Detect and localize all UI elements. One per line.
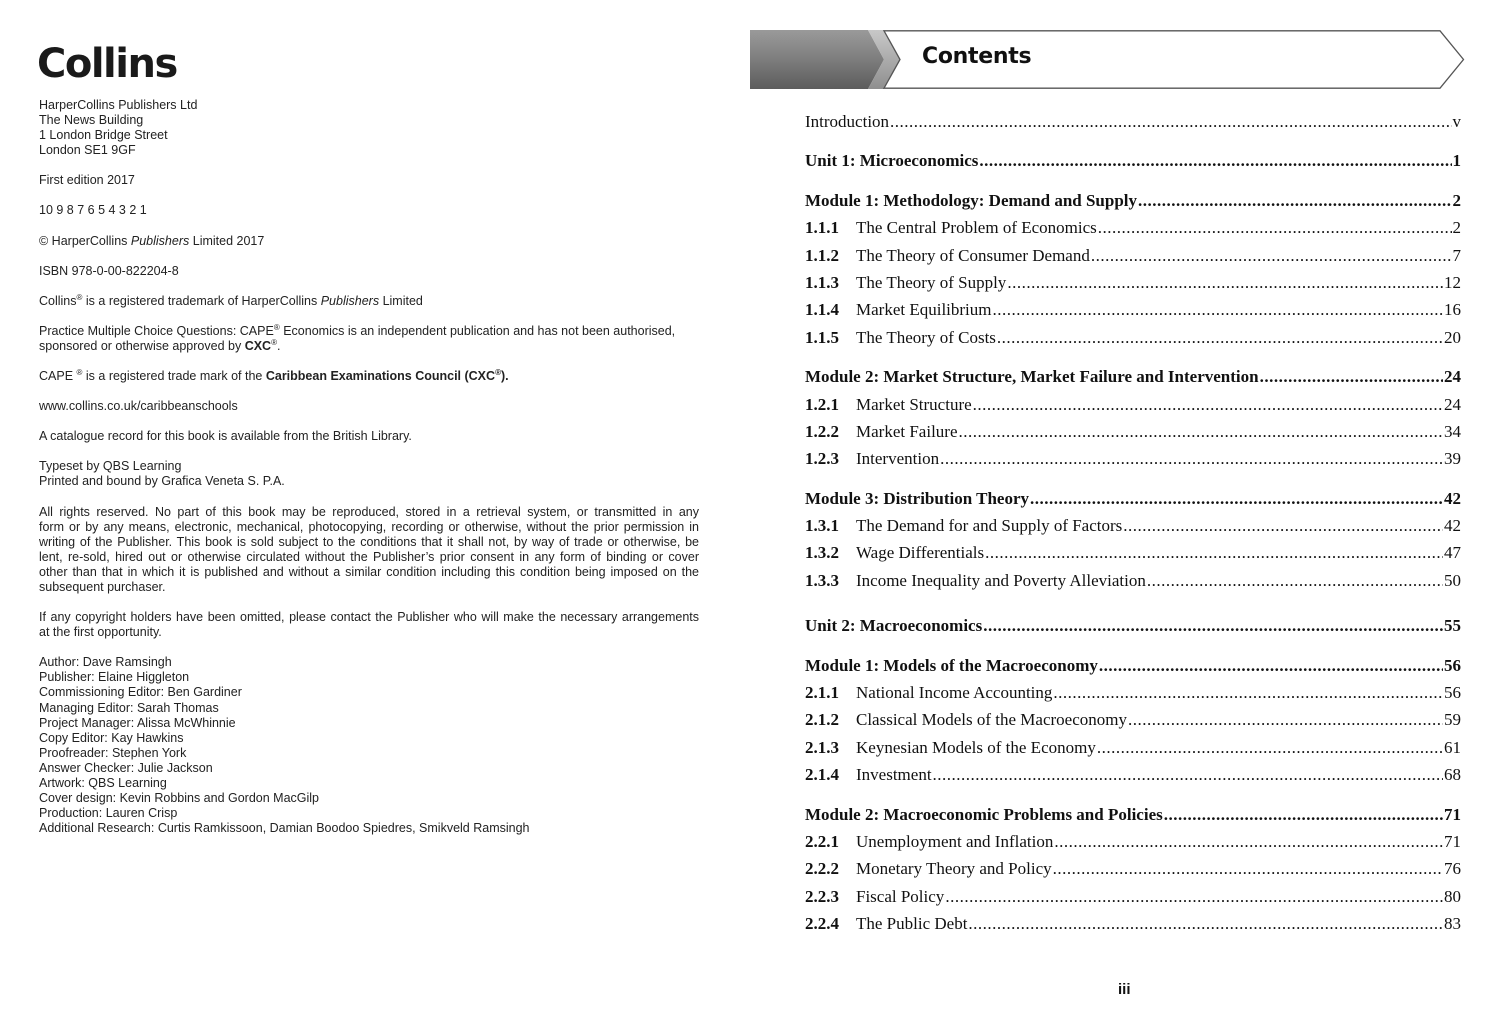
toc-leader-dots bbox=[959, 418, 1444, 445]
toc-page-number: 55 bbox=[1444, 616, 1461, 636]
imprint-line: Author: Dave Ramsingh bbox=[39, 655, 172, 670]
imprint-paragraph bbox=[39, 98, 699, 158]
imprint-paragraph bbox=[39, 369, 699, 384]
imprint-line: Collins® is a registered trademark of HarperCollins Publishers Limited bbox=[39, 292, 423, 308]
imprint-paragraph bbox=[39, 294, 699, 309]
toc-section-number: 1.1.5 bbox=[805, 327, 839, 347]
toc-leader-dots bbox=[940, 445, 1443, 472]
toc-page-number: 39 bbox=[1444, 449, 1461, 469]
toc-page-number: 50 bbox=[1444, 570, 1461, 590]
contents-page bbox=[750, 30, 1465, 1030]
imprint-line: Typeset by QBS Learning bbox=[39, 459, 182, 474]
toc-entry bbox=[805, 242, 1461, 269]
toc-leader-dots bbox=[1007, 269, 1443, 296]
imprint-paragraph bbox=[39, 399, 699, 414]
toc-page-number: 80 bbox=[1444, 886, 1461, 906]
imprint-line: sponsored or otherwise approved by CXC®. bbox=[39, 337, 281, 353]
toc-leader-dots bbox=[968, 910, 1443, 937]
toc-leader-dots bbox=[979, 147, 1451, 174]
toc-page-number: 61 bbox=[1444, 737, 1461, 757]
toc-heading bbox=[805, 652, 1461, 679]
imprint-line: at the first opportunity. bbox=[39, 625, 162, 640]
imprint-line: Cover design: Kevin Robbins and Gordon MacGilp bbox=[39, 791, 320, 806]
toc-label: Investment bbox=[856, 765, 932, 785]
toc-heading bbox=[805, 612, 1461, 639]
contents-banner bbox=[750, 30, 1465, 89]
toc-section-number: 2.1.4 bbox=[805, 765, 839, 785]
toc-label: The Public Debt bbox=[856, 914, 968, 934]
toc-entry bbox=[805, 761, 1461, 788]
imprint-line: First edition 2017 bbox=[39, 173, 135, 188]
toc-section-number: 2.2.4 bbox=[805, 914, 839, 934]
toc-entry bbox=[805, 706, 1461, 733]
toc-leader-dots bbox=[945, 883, 1443, 910]
toc-label: Market Structure bbox=[856, 394, 972, 414]
toc-leader-dots bbox=[997, 324, 1443, 351]
toc-heading bbox=[805, 187, 1461, 214]
imprint-line: The News Building bbox=[39, 113, 144, 128]
toc-leader-dots bbox=[1164, 801, 1443, 828]
toc-page-number: 47 bbox=[1444, 543, 1461, 563]
imprint-line: lent, re-sold, hired out or otherwise circulated without the Publisher’s prior consent in any form of binding or cover bbox=[39, 549, 699, 564]
toc-page-number: 20 bbox=[1444, 327, 1461, 347]
toc-leader-dots bbox=[1053, 855, 1443, 882]
toc-page-number: 16 bbox=[1444, 300, 1461, 320]
toc-page-number: 56 bbox=[1444, 655, 1461, 675]
toc-leader-dots bbox=[1097, 734, 1443, 761]
toc-section-number: 1.3.2 bbox=[805, 543, 839, 563]
toc-section-number: 2.2.1 bbox=[805, 831, 839, 851]
imprint-line: www.collins.co.uk/caribbeanschools bbox=[39, 399, 238, 414]
imprint-paragraph bbox=[39, 203, 699, 218]
toc-page-number: 1 bbox=[1452, 151, 1461, 171]
toc-label: Fiscal Policy bbox=[856, 886, 945, 906]
toc-leader-dots bbox=[1260, 363, 1443, 390]
imprint-line: Copy Editor: Kay Hawkins bbox=[39, 730, 184, 745]
toc-label: The Theory of Consumer Demand bbox=[856, 245, 1090, 265]
toc-label: Module 1: Methodology: Demand and Supply bbox=[805, 190, 1138, 210]
toc-section-number: 2.1.1 bbox=[805, 683, 839, 703]
toc-page-number: 2 bbox=[1452, 190, 1461, 210]
toc-label: Income Inequality and Poverty Alleviation bbox=[856, 570, 1146, 590]
toc-section-number: 1.3.1 bbox=[805, 516, 839, 536]
toc-heading bbox=[805, 363, 1461, 390]
toc-label: The Central Problem of Economics bbox=[856, 218, 1097, 238]
toc-label: National Income Accounting bbox=[856, 683, 1053, 703]
toc-section-number: 1.2.3 bbox=[805, 449, 839, 469]
toc-page-number: 12 bbox=[1444, 272, 1461, 292]
contents-title: Contents bbox=[922, 44, 1032, 69]
banner-gray-block bbox=[750, 30, 884, 89]
toc-label: Introduction bbox=[805, 112, 890, 131]
imprint-line: All rights reserved. No part of this book may be reproduced, stored in a retrieval system, or transmitted in any bbox=[39, 504, 699, 519]
toc-label: Classical Models of the Macroeconomy bbox=[856, 710, 1127, 730]
toc-label: The Demand for and Supply of Factors bbox=[856, 516, 1123, 536]
toc-section-number: 2.1.3 bbox=[805, 737, 839, 757]
toc-section-number: 1.2.1 bbox=[805, 394, 839, 414]
toc-leader-dots bbox=[1098, 214, 1452, 241]
toc-label: Module 1: Models of the Macroeconomy bbox=[805, 655, 1098, 675]
toc-label: Module 2: Macroeconomic Problems and Policies bbox=[805, 804, 1163, 824]
toc-label: Market Failure bbox=[856, 421, 958, 441]
imprint-paragraph bbox=[39, 173, 699, 188]
toc-label: Wage Differentials bbox=[856, 543, 985, 563]
toc-heading bbox=[805, 147, 1461, 174]
toc-page-number: v bbox=[1452, 112, 1461, 131]
imprint-page bbox=[39, 40, 699, 851]
imprint-line: writing of the Publisher. This book is sold subject to the conditions that it shall not, by way of trade or otherwise, be bbox=[39, 534, 699, 549]
toc-entry bbox=[805, 567, 1461, 594]
imprint-line: other than that in which it is published and without a similar condition including this condition being imposed on the bbox=[39, 564, 699, 579]
toc-entry bbox=[805, 296, 1461, 323]
toc-page-number: 2 bbox=[1452, 218, 1461, 238]
toc-section-number: 1.1.4 bbox=[805, 300, 839, 320]
toc-entry bbox=[805, 512, 1461, 539]
toc-page-number: 7 bbox=[1452, 245, 1461, 265]
imprint-text bbox=[39, 98, 699, 836]
imprint-line: HarperCollins Publishers Ltd bbox=[39, 98, 198, 112]
toc-leader-dots bbox=[890, 108, 1451, 135]
toc-section-number: 1.1.3 bbox=[805, 272, 839, 292]
toc-entry bbox=[805, 391, 1461, 418]
imprint-line: form or by any means, electronic, mechanical, photocopying, recording or otherwise, without the prior permission in bbox=[39, 519, 699, 534]
toc-entry bbox=[805, 855, 1461, 882]
toc-section-number: 1.3.3 bbox=[805, 570, 839, 590]
toc-entry bbox=[805, 828, 1461, 855]
toc-entry bbox=[805, 679, 1461, 706]
toc-page-number: 56 bbox=[1444, 683, 1461, 703]
toc-label: The Theory of Supply bbox=[856, 272, 1007, 292]
toc-page-number: 71 bbox=[1444, 831, 1461, 851]
toc-label: Unemployment and Inflation bbox=[856, 831, 1054, 851]
imprint-line: 1 London Bridge Street bbox=[39, 128, 168, 143]
toc-label: Market Equilibrium bbox=[856, 300, 992, 320]
toc-page-number: 42 bbox=[1444, 488, 1461, 508]
toc-leader-dots bbox=[933, 761, 1443, 788]
imprint-line: Publisher: Elaine Higgleton bbox=[39, 670, 190, 685]
toc-label: Module 2: Market Structure, Market Failure and Intervention bbox=[805, 367, 1259, 387]
toc-section-number: 2.1.2 bbox=[805, 710, 839, 730]
table-of-contents bbox=[805, 108, 1461, 938]
imprint-line: A catalogue record for this book is available from the British Library. bbox=[39, 429, 412, 444]
toc-page-number: 42 bbox=[1444, 516, 1461, 536]
toc-label: Monetary Theory and Policy bbox=[856, 859, 1052, 879]
toc-leader-dots bbox=[1147, 567, 1443, 594]
imprint-line: Practice Multiple Choice Questions: CAPE® Economics is an independent publication and has not been authorised, bbox=[39, 322, 676, 338]
toc-entry bbox=[805, 539, 1461, 566]
toc-leader-dots bbox=[1091, 242, 1452, 269]
toc-leader-dots bbox=[1123, 512, 1443, 539]
imprint-paragraph bbox=[39, 505, 699, 596]
toc-entry bbox=[805, 269, 1461, 296]
toc-entry bbox=[805, 418, 1461, 445]
collins-logo: Collins bbox=[37, 41, 177, 87]
imprint-line: Proofreader: Stephen York bbox=[39, 745, 187, 760]
page-number: iii bbox=[1118, 981, 1131, 998]
imprint-line: © HarperCollins Publishers Limited 2017 bbox=[39, 233, 265, 248]
toc-section-number: 2.2.3 bbox=[805, 886, 839, 906]
toc-page-number: 83 bbox=[1444, 914, 1461, 934]
imprint-line: Commissioning Editor: Ben Gardiner bbox=[39, 685, 242, 700]
imprint-line: London SE1 9GF bbox=[39, 143, 136, 158]
imprint-line: CAPE ® is a registered trade mark of the Caribbean Examinations Council (CXC®). bbox=[39, 367, 509, 384]
toc-leader-dots bbox=[1128, 706, 1443, 733]
toc-entry bbox=[805, 910, 1461, 937]
imprint-line: subsequent purchaser. bbox=[39, 579, 166, 594]
toc-entry bbox=[805, 445, 1461, 472]
imprint-paragraph bbox=[39, 429, 699, 444]
toc-section-number: 2.2.2 bbox=[805, 859, 839, 879]
imprint-paragraph bbox=[39, 264, 699, 279]
toc-leader-dots bbox=[1054, 828, 1443, 855]
toc-section-number: 1.1.1 bbox=[805, 218, 839, 238]
toc-page-number: 71 bbox=[1444, 804, 1461, 824]
toc-leader-dots bbox=[973, 391, 1443, 418]
imprint-paragraph bbox=[39, 655, 699, 836]
imprint-line: ISBN 978-0-00-822204-8 bbox=[39, 263, 179, 278]
toc-page-number: 59 bbox=[1444, 710, 1461, 730]
imprint-line: Additional Research: Curtis Ramkissoon, Damian Boodoo Spiedres, Smikveld Ramsingh bbox=[39, 821, 530, 836]
toc-leader-dots bbox=[1053, 679, 1443, 706]
toc-leader-dots bbox=[1099, 652, 1443, 679]
toc-entry bbox=[805, 214, 1461, 241]
imprint-line: Answer Checker: Julie Jackson bbox=[39, 760, 213, 775]
toc-page-number: 24 bbox=[1444, 367, 1461, 387]
imprint-paragraph bbox=[39, 610, 699, 640]
toc-heading bbox=[805, 485, 1461, 512]
toc-leader-dots bbox=[1138, 187, 1451, 214]
toc-label: Unit 2: Macroeconomics bbox=[805, 616, 983, 636]
toc-page-number: 76 bbox=[1444, 859, 1461, 879]
imprint-line: Managing Editor: Sarah Thomas bbox=[39, 700, 219, 715]
toc-heading bbox=[805, 801, 1461, 828]
toc-leader-dots bbox=[1030, 485, 1443, 512]
toc-leader-dots bbox=[985, 539, 1443, 566]
imprint-line: Printed and bound by Grafica Veneta S. P.A. bbox=[39, 474, 285, 489]
toc-section-number: 1.2.2 bbox=[805, 421, 839, 441]
toc-entry bbox=[805, 734, 1461, 761]
imprint-paragraph bbox=[39, 459, 699, 489]
toc-label: Keynesian Models of the Economy bbox=[856, 737, 1096, 757]
toc-heading bbox=[805, 108, 1461, 135]
toc-page-number: 68 bbox=[1444, 765, 1461, 785]
imprint-line: If any copyright holders have been omitted, please contact the Publisher who will make the necessary arrangements bbox=[39, 610, 699, 625]
toc-page-number: 24 bbox=[1444, 394, 1461, 414]
toc-section-number: 1.1.2 bbox=[805, 245, 839, 265]
imprint-line: 10 9 8 7 6 5 4 3 2 1 bbox=[39, 203, 147, 218]
toc-entry bbox=[805, 324, 1461, 351]
imprint-paragraph bbox=[39, 324, 699, 354]
imprint-line: Project Manager: Alissa McWhinnie bbox=[39, 715, 236, 730]
imprint-line: Production: Lauren Crisp bbox=[39, 806, 178, 821]
imprint-line: Artwork: QBS Learning bbox=[39, 776, 167, 790]
toc-leader-dots bbox=[993, 296, 1443, 323]
toc-label: The Theory of Costs bbox=[856, 327, 996, 347]
toc-leader-dots bbox=[983, 612, 1443, 639]
toc-entry bbox=[805, 883, 1461, 910]
toc-label: Unit 1: Microeconomics bbox=[805, 151, 979, 171]
toc-label: Module 3: Distribution Theory bbox=[805, 488, 1030, 508]
toc-label: Intervention bbox=[856, 449, 940, 469]
imprint-paragraph bbox=[39, 234, 699, 249]
toc-page-number: 34 bbox=[1444, 421, 1461, 441]
